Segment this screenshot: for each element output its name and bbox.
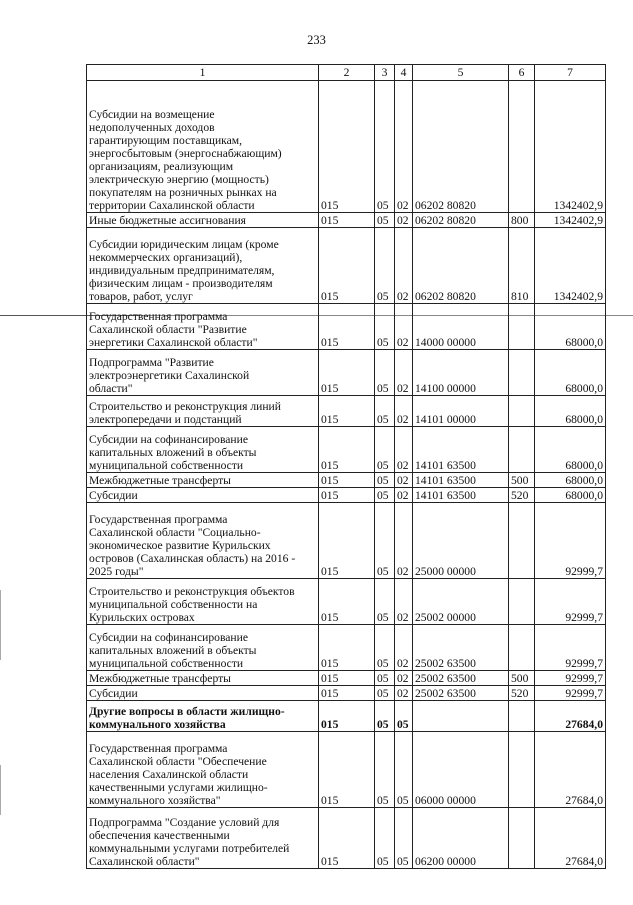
row-name: Субсидии [87, 488, 319, 503]
row-name: Строительство и реконструкция объектов муниципальной собственности на Курильских островах [87, 579, 319, 625]
ministry-code: 015 [319, 686, 375, 701]
section-code: 05 [375, 701, 395, 732]
expense-type-code [509, 808, 535, 869]
section-code: 05 [375, 350, 395, 396]
ministry-code: 015 [319, 488, 375, 503]
row-name: Другие вопросы в области жилищно- коммунального хозяйства [87, 701, 319, 732]
row-name: Субсидии [87, 686, 319, 701]
subsection-code: 02 [395, 350, 413, 396]
table-row [87, 304, 606, 350]
subsection-code: 02 [395, 304, 413, 350]
amount: 68000,0 [535, 304, 606, 350]
subsection-code: 02 [395, 686, 413, 701]
ministry-code: 015 [319, 808, 375, 869]
section-code: 05 [375, 625, 395, 671]
subsection-code: 02 [395, 427, 413, 473]
column-header: 7 [535, 65, 606, 81]
amount: 27684,0 [535, 732, 606, 808]
target-article-code: 06202 80820 [413, 228, 509, 304]
table-row [87, 350, 606, 396]
amount: 92999,7 [535, 686, 606, 701]
amount: 68000,0 [535, 488, 606, 503]
subsection-code: 02 [395, 228, 413, 304]
subsection-code: 02 [395, 396, 413, 427]
expense-type-code: 500 [509, 473, 535, 488]
subsection-code: 05 [395, 808, 413, 869]
amount: 1342402,9 [535, 228, 606, 304]
ministry-code: 015 [319, 304, 375, 350]
ministry-code: 015 [319, 671, 375, 686]
expense-type-code [509, 304, 535, 350]
subsection-code: 02 [395, 473, 413, 488]
ministry-code: 015 [319, 228, 375, 304]
table-row [87, 701, 606, 732]
subsection-code: 02 [395, 81, 413, 213]
section-code: 05 [375, 671, 395, 686]
row-name: Государственная программа Сахалинской области "Развитие энергетики Сахалинской области" [87, 304, 319, 350]
target-article-code: 14100 00000 [413, 350, 509, 396]
ministry-code: 015 [319, 732, 375, 808]
section-code: 05 [375, 396, 395, 427]
expense-type-code [509, 396, 535, 427]
ministry-code: 015 [319, 701, 375, 732]
target-article-code: 14101 63500 [413, 427, 509, 473]
table-body [87, 81, 606, 869]
row-name: Государственная программа Сахалинской области "Социально- экономическое развитие Курильских островов (Сахалинская область) на 2016 - 2025 годы" [87, 503, 319, 579]
margin-mark [0, 765, 1, 815]
amount: 27684,0 [535, 701, 606, 732]
amount: 68000,0 [535, 350, 606, 396]
row-name: Строительство и реконструкция линий электропередачи и подстанций [87, 396, 319, 427]
section-code: 05 [375, 304, 395, 350]
target-article-code: 25002 00000 [413, 579, 509, 625]
target-article-code: 06202 80820 [413, 81, 509, 213]
target-article-code: 06200 00000 [413, 808, 509, 869]
table-row [87, 396, 606, 427]
section-code: 05 [375, 427, 395, 473]
target-article-code: 14101 63500 [413, 473, 509, 488]
column-header: 2 [319, 65, 375, 81]
target-article-code: 14000 00000 [413, 304, 509, 350]
section-code: 05 [375, 228, 395, 304]
expense-type-code: 520 [509, 686, 535, 701]
amount: 68000,0 [535, 427, 606, 473]
amount: 1342402,9 [535, 81, 606, 213]
amount: 92999,7 [535, 625, 606, 671]
expense-type-code [509, 701, 535, 732]
expense-type-code [509, 732, 535, 808]
section-code: 05 [375, 808, 395, 869]
column-header: 4 [395, 65, 413, 81]
ministry-code: 015 [319, 396, 375, 427]
row-name: Государственная программа Сахалинской области "Обеспечение населения Сахалинской области качественными услугами жилищно- коммунального хозяйства" [87, 732, 319, 808]
target-article-code: 06000 00000 [413, 732, 509, 808]
subsection-code: 02 [395, 671, 413, 686]
subsection-code: 02 [395, 579, 413, 625]
row-name: Субсидии на возмещение недополученных доходов гарантирующим поставщикам, энергосбытовым (энергоснабжающим) организациям, реализующим электрическую энергию (мощность) покупателям на розничных рынках на территории Сахалинской области [87, 81, 319, 213]
margin-mark [0, 590, 1, 660]
row-name: Подпрограмма "Создание условий для обеспечения качественными коммунальными услугами потребителей Сахалинской области" [87, 808, 319, 869]
expense-type-code: 520 [509, 488, 535, 503]
expense-type-code [509, 625, 535, 671]
expense-type-code [509, 81, 535, 213]
table-header-row [87, 65, 606, 81]
row-name: Подпрограмма "Развитие электроэнергетики Сахалинской области" [87, 350, 319, 396]
row-name: Иные бюджетные ассигнования [87, 213, 319, 228]
target-article-code: 06202 80820 [413, 213, 509, 228]
ministry-code: 015 [319, 213, 375, 228]
amount: 68000,0 [535, 396, 606, 427]
section-code: 05 [375, 213, 395, 228]
section-code: 05 [375, 686, 395, 701]
subsection-code: 02 [395, 503, 413, 579]
target-article-code: 25002 63500 [413, 686, 509, 701]
column-header: 5 [413, 65, 509, 81]
section-code: 05 [375, 81, 395, 213]
target-article-code: 14101 63500 [413, 488, 509, 503]
ministry-code: 015 [319, 350, 375, 396]
row-name: Субсидии юридическим лицам (кроме некоммерческих организаций), индивидуальным предпринимателям, физическим лицам - производителям товаров, работ, услуг [87, 228, 319, 304]
table-row [87, 503, 606, 579]
table-row [87, 808, 606, 869]
table-row [87, 488, 606, 503]
table-row [87, 686, 606, 701]
column-header: 6 [509, 65, 535, 81]
row-name: Межбюджетные трансферты [87, 671, 319, 686]
target-article-code: 25002 63500 [413, 625, 509, 671]
section-code: 05 [375, 579, 395, 625]
subsection-code: 02 [395, 625, 413, 671]
expense-type-code [509, 503, 535, 579]
subsection-code: 02 [395, 213, 413, 228]
section-code: 05 [375, 503, 395, 579]
amount: 92999,7 [535, 579, 606, 625]
target-article-code: 25000 00000 [413, 503, 509, 579]
ministry-code: 015 [319, 81, 375, 213]
table-row [87, 579, 606, 625]
expense-type-code [509, 350, 535, 396]
expense-type-code: 800 [509, 213, 535, 228]
ministry-code: 015 [319, 473, 375, 488]
table-row [87, 625, 606, 671]
row-name: Субсидии на софинансирование капитальных вложений в объекты муниципальной собственности [87, 625, 319, 671]
ministry-code: 015 [319, 579, 375, 625]
column-header: 3 [375, 65, 395, 81]
ministry-code: 015 [319, 503, 375, 579]
table-row [87, 81, 606, 213]
target-article-code [413, 701, 509, 732]
amount: 92999,7 [535, 503, 606, 579]
table-row [87, 732, 606, 808]
target-article-code: 25002 63500 [413, 671, 509, 686]
table-row [87, 473, 606, 488]
row-name: Межбюджетные трансферты [87, 473, 319, 488]
budget-table [86, 64, 606, 869]
amount: 68000,0 [535, 473, 606, 488]
column-header: 1 [87, 65, 319, 81]
section-code: 05 [375, 473, 395, 488]
subsection-code: 05 [395, 701, 413, 732]
subsection-code: 05 [395, 732, 413, 808]
table-row [87, 228, 606, 304]
expense-type-code [509, 579, 535, 625]
section-code: 05 [375, 488, 395, 503]
expense-type-code: 810 [509, 228, 535, 304]
ministry-code: 015 [319, 427, 375, 473]
expense-type-code [509, 427, 535, 473]
table-row [87, 671, 606, 686]
table-row [87, 427, 606, 473]
amount: 27684,0 [535, 808, 606, 869]
table-row [87, 213, 606, 228]
subsection-code: 02 [395, 488, 413, 503]
expense-type-code: 500 [509, 671, 535, 686]
row-name: Субсидии на софинансирование капитальных вложений в объекты муниципальной собственности [87, 427, 319, 473]
amount: 92999,7 [535, 671, 606, 686]
target-article-code: 14101 00000 [413, 396, 509, 427]
page-number: 233 [307, 33, 326, 47]
ministry-code: 015 [319, 625, 375, 671]
section-code: 05 [375, 732, 395, 808]
amount: 1342402,9 [535, 213, 606, 228]
